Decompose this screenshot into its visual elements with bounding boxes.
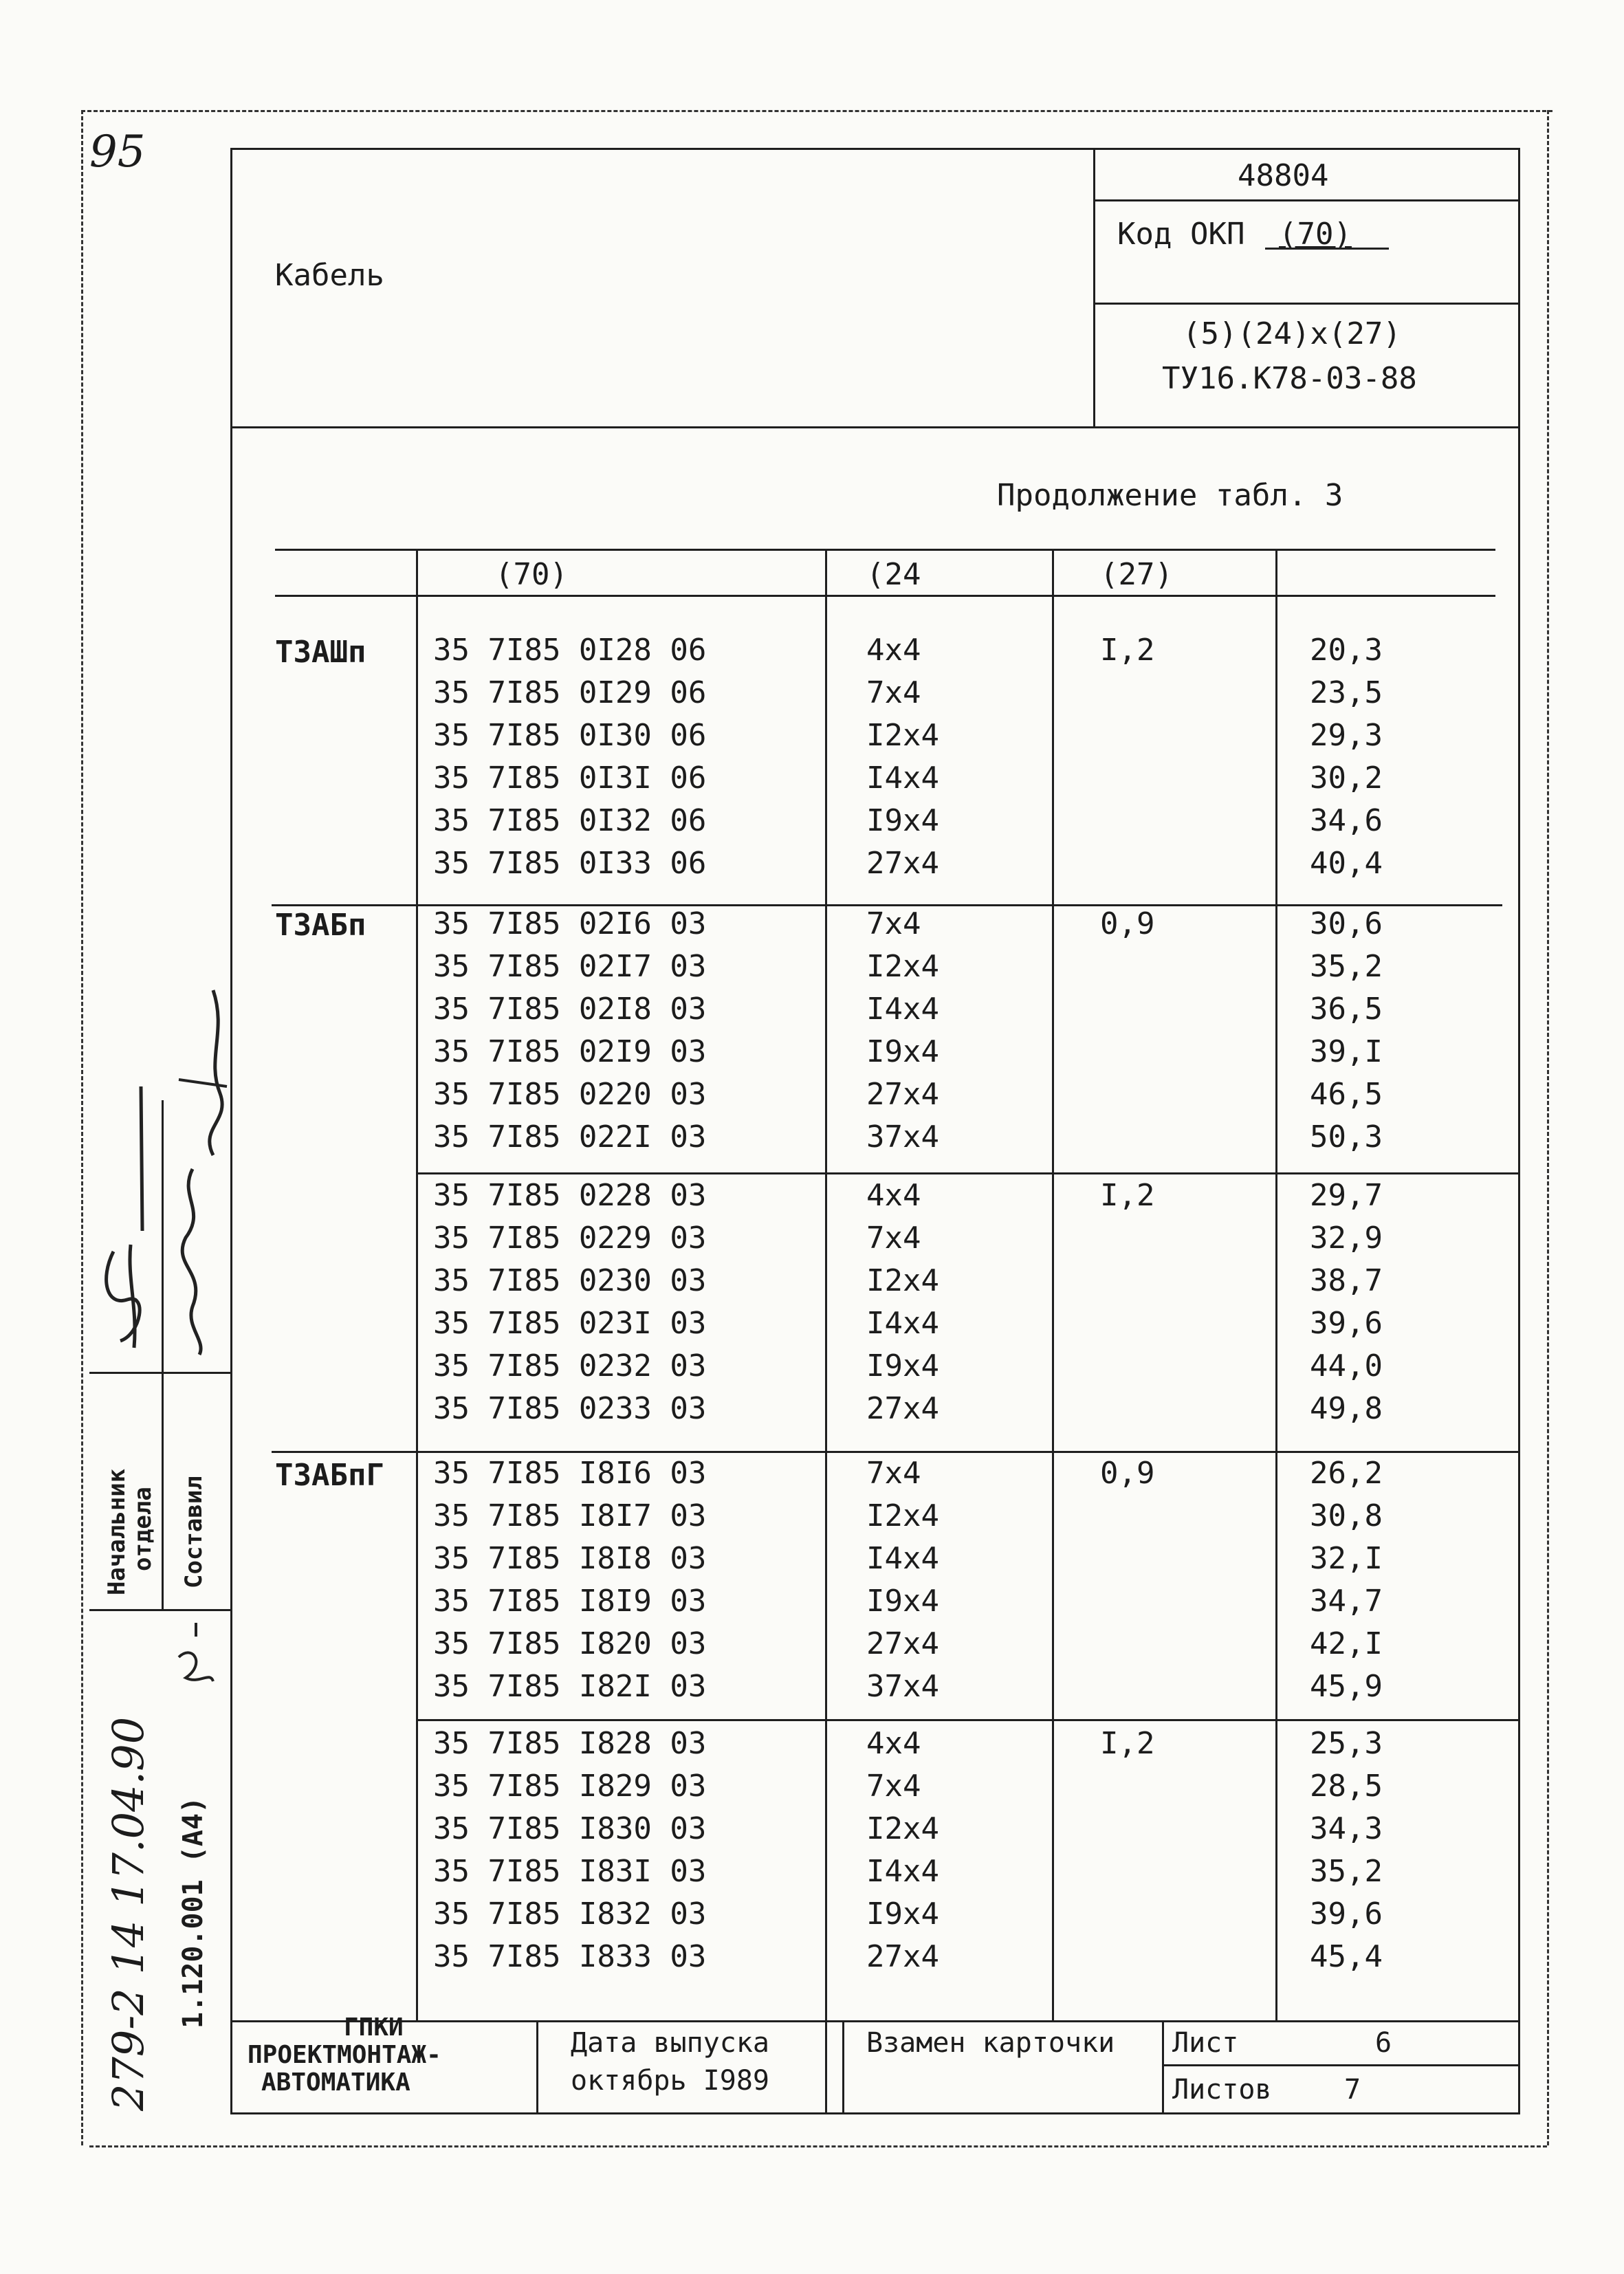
row-value: 42,I [1310, 1626, 1383, 1661]
frame-right [1518, 148, 1520, 2114]
row-size: 4x4 [866, 633, 921, 668]
header-formula: (5)(24)x(27) [1183, 316, 1401, 351]
row-size: 4x4 [866, 1178, 921, 1213]
footer-sheet-value: 6 [1375, 2027, 1392, 2059]
row-value: 39,6 [1310, 1306, 1383, 1341]
footer-div-1 [536, 2020, 538, 2112]
side-label-head-2: отдела [129, 1487, 157, 1571]
side-handwritten-number: 279-2 14 17.04.90 [103, 1716, 153, 2111]
row-code: 35 7I85 I8I6 03 [433, 1456, 707, 1491]
okp-label: Код ОКП [1117, 217, 1245, 252]
row-code: 35 7I85 I830 03 [433, 1811, 707, 1846]
row-c: I,2 [1100, 1178, 1155, 1213]
row-code: 35 7I85 I8I8 03 [433, 1541, 707, 1576]
group-name: ТЗАБп [275, 908, 366, 943]
row-size: 27x4 [866, 1626, 939, 1661]
row-value: 35,2 [1310, 1854, 1383, 1889]
col-header-top-line [275, 549, 1495, 551]
row-code: 35 7I85 0I28 06 [433, 633, 707, 668]
row-code: 35 7I85 I820 03 [433, 1626, 707, 1661]
okp-value: (70) [1279, 217, 1352, 252]
footer-replace-label: Взамен карточки [866, 2027, 1115, 2059]
row-size: I4x4 [866, 992, 939, 1027]
row-value: 34,6 [1310, 803, 1383, 838]
row-size: I4x4 [866, 1854, 939, 1889]
row-size: I9x4 [866, 1034, 939, 1069]
row-size: I4x4 [866, 1306, 939, 1341]
col-line-2 [825, 549, 827, 2112]
row-c: 0,9 [1100, 906, 1155, 941]
card-border-top [81, 110, 1552, 112]
row-size: 7x4 [866, 1769, 921, 1804]
signature-head [93, 1073, 162, 1368]
row-value: 36,5 [1310, 992, 1383, 1027]
row-size: I9x4 [866, 1348, 939, 1384]
col-header-c: (27) [1100, 557, 1173, 592]
footer-sheet-label: Лист [1172, 2027, 1239, 2059]
row-code: 35 7I85 0220 03 [433, 1077, 707, 1112]
row-code: 35 7I85 0233 03 [433, 1391, 707, 1426]
row-value: 30,2 [1310, 761, 1383, 796]
side-label-composed: Составил [180, 1476, 208, 1588]
side-line-mid [89, 1609, 230, 1611]
row-code: 35 7I85 023I 03 [433, 1306, 707, 1341]
row-value: 44,0 [1310, 1348, 1383, 1384]
row-value: 46,5 [1310, 1077, 1383, 1112]
card-border-left [81, 110, 83, 2145]
row-code: 35 7I85 I8I7 03 [433, 1498, 707, 1533]
row-code: 35 7I85 I832 03 [433, 1896, 707, 1932]
row-code: 35 7I85 0232 03 [433, 1348, 707, 1384]
row-value: 29,7 [1310, 1178, 1383, 1213]
row-size: 27x4 [866, 1939, 939, 1974]
row-size: I2x4 [866, 1811, 939, 1846]
footer-sheets-label: Листов [1172, 2074, 1272, 2106]
table-caption: Продолжение табл. 3 [997, 478, 1343, 513]
signature-composed [165, 976, 234, 1362]
row-value: 26,2 [1310, 1456, 1383, 1491]
row-value: 49,8 [1310, 1391, 1383, 1426]
row-code: 35 7I85 I829 03 [433, 1769, 707, 1804]
header-tu: ТУ16.К78-03-88 [1162, 361, 1417, 396]
col-header-code: (70) [495, 557, 568, 592]
row-code: 35 7I85 02I9 03 [433, 1034, 707, 1069]
row-value: 45,4 [1310, 1939, 1383, 1974]
row-value: 30,8 [1310, 1498, 1383, 1533]
col-header-size: (24 [866, 557, 921, 592]
row-size: I2x4 [866, 1263, 939, 1298]
frame-bottom [230, 2112, 1520, 2114]
row-size: 4x4 [866, 1726, 921, 1761]
row-value: 32,I [1310, 1541, 1383, 1576]
footer-org-3: АВТОМАТИКА [261, 2068, 410, 2097]
col-line-1 [416, 549, 418, 2020]
row-value: 34,7 [1310, 1584, 1383, 1619]
row-value: 39,6 [1310, 1896, 1383, 1932]
product-name: Кабель [275, 258, 384, 293]
row-value: 50,3 [1310, 1119, 1383, 1155]
header-line-2 [1093, 303, 1519, 305]
header-divider [1093, 148, 1095, 426]
row-value: 20,3 [1310, 633, 1383, 668]
row-value: 45,9 [1310, 1669, 1383, 1704]
row-size: I9x4 [866, 803, 939, 838]
row-value: 39,I [1310, 1034, 1383, 1069]
row-size: 7x4 [866, 1221, 921, 1256]
footer-sheets-value: 7 [1344, 2074, 1361, 2106]
row-size: I9x4 [866, 1896, 939, 1932]
row-code: 35 7I85 0229 03 [433, 1221, 707, 1256]
col-line-4 [1275, 549, 1277, 2020]
header-bottom-line [230, 426, 1519, 428]
frame-top [230, 148, 1519, 150]
row-code: 35 7I85 I82I 03 [433, 1669, 707, 1704]
row-code: 35 7I85 0228 03 [433, 1178, 707, 1213]
row-value: 34,3 [1310, 1811, 1383, 1846]
row-size: 27x4 [866, 846, 939, 881]
group-name: ТЗАШп [275, 635, 366, 670]
row-code: 35 7I85 I833 03 [433, 1939, 707, 1974]
row-size: 7x4 [866, 1456, 921, 1491]
row-value: 35,2 [1310, 949, 1383, 984]
footer-div-2 [842, 2020, 844, 2112]
col-line-3 [1052, 549, 1054, 2020]
row-size: I4x4 [866, 761, 939, 796]
row-size: I9x4 [866, 1584, 939, 1619]
row-value: 30,6 [1310, 906, 1383, 941]
group-name: ТЗАБпГ [275, 1458, 384, 1493]
footer-org-1: ГПКИ [344, 2013, 404, 2042]
row-code: 35 7I85 0I32 06 [433, 803, 707, 838]
row-c: I,2 [1100, 633, 1155, 668]
row-code: 35 7I85 0230 03 [433, 1263, 707, 1298]
card-border-right [1547, 110, 1549, 2145]
footer-org-2: ПРОЕКТМОНТАЖ- [248, 2041, 441, 2069]
row-value: 23,5 [1310, 675, 1383, 710]
footer-date-label: Дата выпуска [571, 2027, 769, 2059]
row-size: 27x4 [866, 1077, 939, 1112]
footer-date-value: октябрь I989 [571, 2065, 769, 2097]
row-code: 35 7I85 0I29 06 [433, 675, 707, 710]
row-size: I4x4 [866, 1541, 939, 1576]
group-sep-4 [416, 1719, 1519, 1721]
row-code: 35 7I85 0I3I 06 [433, 761, 707, 796]
row-code: 35 7I85 I83I 03 [433, 1854, 707, 1889]
okp-underline [1265, 248, 1389, 250]
side-line-sig [162, 1100, 164, 1372]
side-label-head-1: Начальник [103, 1468, 131, 1595]
side-line-div [162, 1372, 164, 1609]
footer-sheet-line [1162, 2064, 1520, 2066]
row-size: 37x4 [866, 1119, 939, 1155]
header-line-1 [1093, 199, 1519, 201]
row-code: 35 7I85 02I7 03 [433, 949, 707, 984]
row-size: I2x4 [866, 718, 939, 753]
row-code: 35 7I85 02I8 03 [433, 992, 707, 1027]
row-value: 28,5 [1310, 1769, 1383, 1804]
row-value: 29,3 [1310, 718, 1383, 753]
page-number: 95 [89, 127, 146, 177]
row-code: 35 7I85 0I33 06 [433, 846, 707, 881]
row-size: 7x4 [866, 906, 921, 941]
row-code: 35 7I85 0I30 06 [433, 718, 707, 753]
row-size: 7x4 [866, 675, 921, 710]
side-line-top [89, 1372, 230, 1374]
row-code: 35 7I85 022I 03 [433, 1119, 707, 1155]
card-border-bottom [89, 2145, 1547, 2147]
side-doc-code: 1.120.001 (А4) [177, 1796, 209, 2029]
row-size: 37x4 [866, 1669, 939, 1704]
header-number: 48804 [1238, 158, 1329, 193]
row-value: 38,7 [1310, 1263, 1383, 1298]
row-code: 35 7I85 I8I9 03 [433, 1584, 707, 1619]
row-code: 35 7I85 I828 03 [433, 1726, 707, 1761]
row-value: 25,3 [1310, 1726, 1383, 1761]
signature-initials [172, 1616, 220, 1692]
row-c: I,2 [1100, 1726, 1155, 1761]
row-code: 35 7I85 02I6 03 [433, 906, 707, 941]
row-value: 32,9 [1310, 1221, 1383, 1256]
row-size: I2x4 [866, 1498, 939, 1533]
footer-div-3 [1162, 2020, 1164, 2112]
row-value: 40,4 [1310, 846, 1383, 881]
row-size: 27x4 [866, 1391, 939, 1426]
row-c: 0,9 [1100, 1456, 1155, 1491]
row-size: I2x4 [866, 949, 939, 984]
